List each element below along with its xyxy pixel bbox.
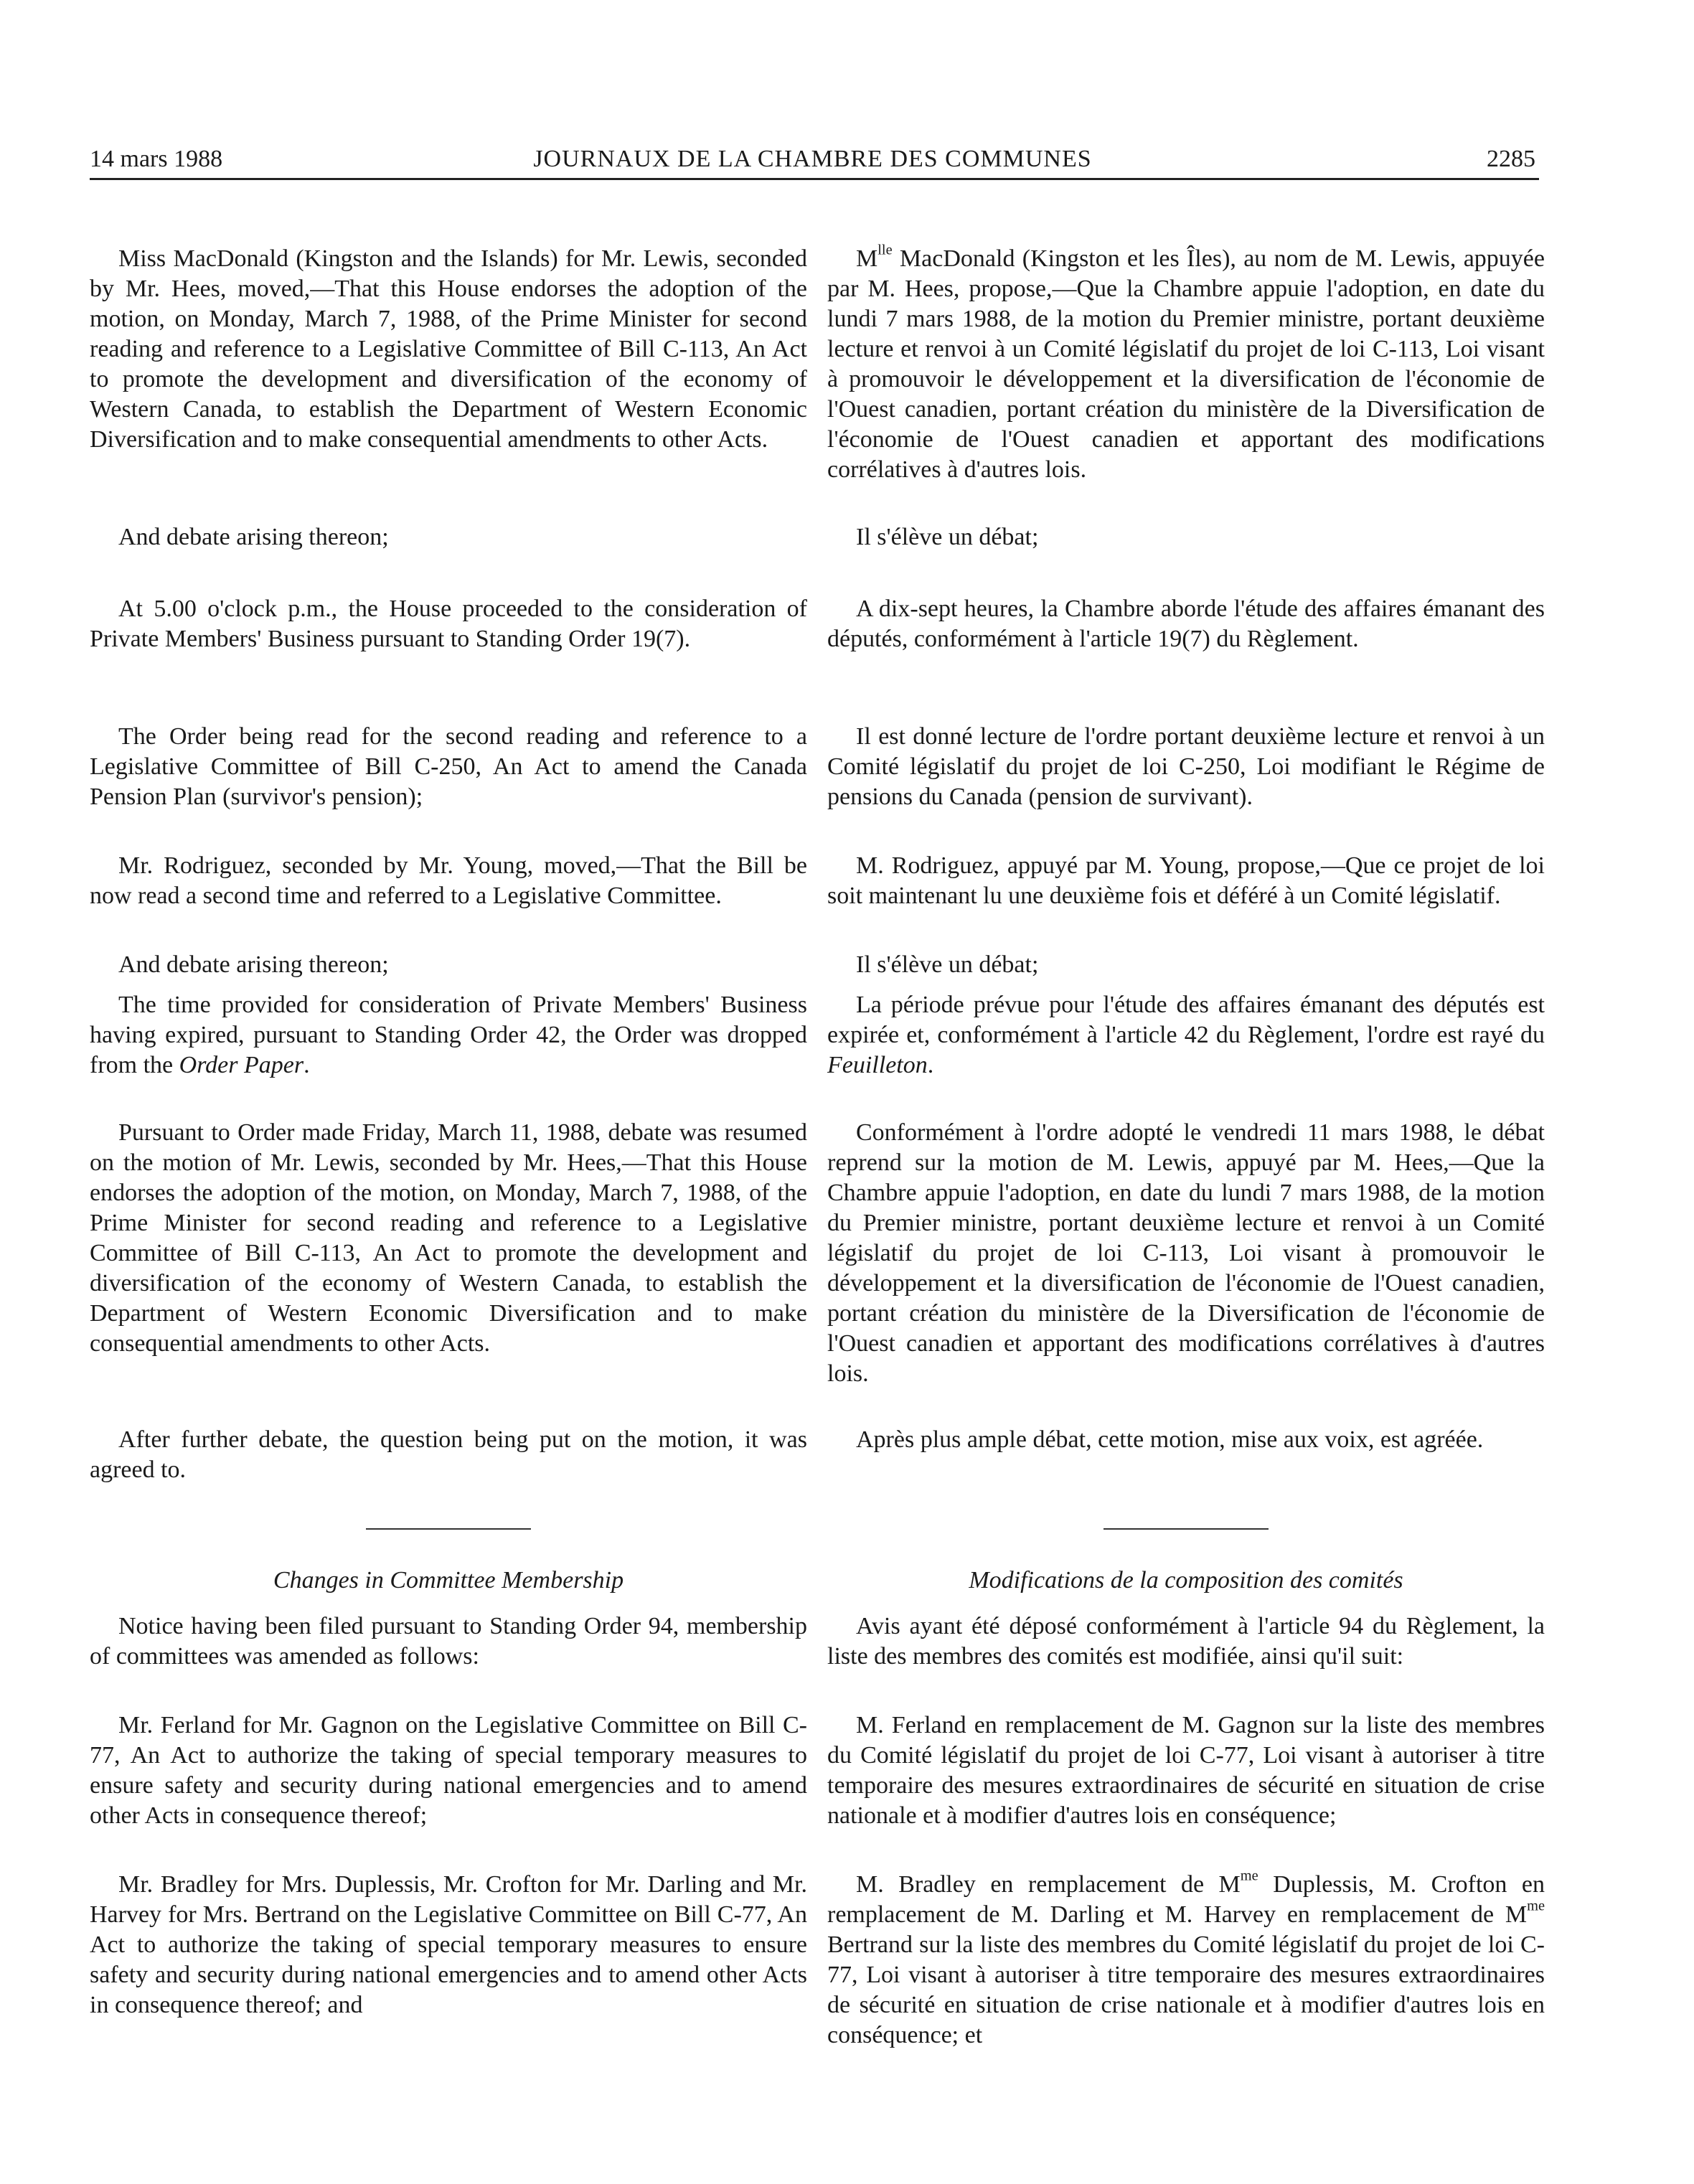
fr-paragraph-12 (827, 1870, 1545, 2051)
page-number: 2285 (1487, 146, 1535, 172)
en-paragraph-2: And debate arising thereon; (118, 524, 389, 550)
fr-paragraph-4: Il est donné lecture de l'ordre portant deuxième lecture et renvoi à un Comité législatif du projet de loi C-250, Loi modifiant le Régime de pensions du Canada (pension de survivant). (827, 723, 1545, 810)
fr-paragraph-3: A dix-sept heures, la Chambre aborde l'étude des affaires émanant des députés, conformément à l'article 19(7) du Règlement. (827, 596, 1545, 652)
fr-p12-text-b: Duplessis, M. Crofton en remplacement de M. Darling et M. Harvey en remplacement de M (827, 1871, 1545, 1928)
fr-paragraph-5: M. Rodriguez, appuyé par M. Young, propose,—Que ce projet de loi soit maintenant lu une deuxième fois et déféré à un Comité législatif. (827, 852, 1545, 909)
fr-separator (1104, 1528, 1269, 1530)
fr-paragraph-9: Après plus ample débat, cette motion, mise aux voix, est agréée. (856, 1426, 1484, 1453)
fr-p1-text: MacDonald (Kingston et les Îles), au nom de M. Lewis, appuyée par M. Hees, propose,—Que la Chambre appuie l'adoption, en date du lundi 7 mars 1988, de la motion du Premier ministre, portant deuxième lecture et renvoi à un Comité législatif du projet de loi C-113, Loi visant à promouvoir le développement et la diversification de l'économie de l'Ouest canadien, portant création du ministère de la Diversification de l'économie de l'Ouest canadien et apportant des modifications corrélatives à d'autres lois. (827, 245, 1545, 483)
en-separator (366, 1528, 531, 1530)
en-section-heading: Changes in Committee Membership (273, 1567, 624, 1594)
fr-paragraph-11: M. Ferland en remplacement de M. Gagnon sur la liste des membres du Comité législatif du projet de loi C-77, Loi visant à autoriser à titre temporaire des mesures extraordinaires de sécurité en situation de crise nationale et à modifier d'autres lois en conséquence; (827, 1712, 1545, 1829)
fr-paragraph-1 (827, 244, 1545, 485)
fr-paragraph-7 (827, 990, 1545, 1081)
fr-paragraph-8: Conformément à l'ordre adopté le vendredi 11 mars 1988, le débat reprend sur la motion de M. Lewis, appuyé par M. Hees,—Que la Chambre appuie l'adoption, en date du lundi 7 mars 1988, de la motion du Premier ministre, portant deuxième lecture et renvoi à un Comité législatif du projet de loi C-113, Loi visant à promouvoir le développement et la diversification de l'économie de l'Ouest canadien, portant création du ministère de la Diversification de l'économie de l'Ouest canadien et apportant des modifications corrélatives à d'autres lois. (827, 1119, 1545, 1387)
fr-p12-text-a: M. Bradley en remplacement de M (856, 1871, 1241, 1898)
en-paragraph-1: Miss MacDonald (Kingston and the Islands) for Mr. Lewis, seconded by Mr. Hees, moved,—That this House endorses the adoption of the motion, on Monday, March 7, 1988, of the Prime Minister for second reading and reference to a Legislative Committee of Bill C-113, An Act to promote the development and diversification of the economy of Western Canada, to establish the Department of Western Economic Diversification and to make consequential amendments to other Acts. (90, 245, 807, 453)
en-p7-italic: Order Paper (179, 1052, 304, 1078)
fr-p7-text: La période prévue pour l'étude des affaires émanant des députés est expirée et, conformément à l'article 42 du Règlement, l'ordre est rayé du (827, 992, 1545, 1048)
en-p7-end: . (303, 1052, 310, 1078)
fr-section-heading: Modifications de la composition des comités (969, 1567, 1403, 1594)
fr-paragraph-6: Il s'élève un débat; (856, 951, 1039, 978)
header-date: 14 mars 1988 (90, 146, 223, 172)
header-title: JOURNAUX DE LA CHAMBRE DES COMMUNES (533, 146, 1092, 172)
header-rule (90, 178, 1539, 180)
fr-paragraph-2: Il s'élève un débat; (856, 524, 1039, 550)
en-paragraph-6: And debate arising thereon; (118, 951, 389, 978)
en-p7-text: The time provided for consideration of Private Members' Business having expired, pursuant to Standing Order 42, the Order was dropped from the (90, 992, 807, 1078)
fr-p7-italic: Feuilleton (827, 1052, 928, 1078)
fr-p7-end: . (927, 1052, 934, 1078)
fr-p12-text-c: Bertrand sur la liste des membres du Comité législatif du projet de loi C-77, Loi visant à autoriser à titre temporaire des mesures extraordinaires de sécurité en situation de crise nationale et à modifier d'autres lois en conséquence; et (827, 1931, 1545, 2048)
en-paragraph-4: The Order being read for the second reading and reference to a Legislative Committee of Bill C-250, An Act to amend the Canada Pension Plan (survivor's pension); (90, 723, 807, 810)
en-paragraph-7 (90, 990, 807, 1081)
fr-p12-superscript-1: me (1240, 1868, 1258, 1884)
fr-p1-prefix: M (856, 245, 878, 272)
en-paragraph-11: Mr. Ferland for Mr. Gagnon on the Legislative Committee on Bill C-77, An Act to authorize the taking of special temporary measures to ensure safety and security during national emergencies and to amend other Acts in consequence thereof; (90, 1712, 807, 1829)
en-paragraph-5: Mr. Rodriguez, seconded by Mr. Young, moved,—That the Bill be now read a second time and referred to a Legislative Committee. (90, 852, 807, 909)
en-paragraph-3: At 5.00 o'clock p.m., the House proceeded to the consideration of Private Members' Business pursuant to Standing Order 19(7). (90, 596, 807, 652)
en-paragraph-8: Pursuant to Order made Friday, March 11, 1988, debate was resumed on the motion of Mr. Lewis, seconded by Mr. Hees,—That this House endorses the adoption of the motion, on Monday, March 7, 1988, of the Prime Minister for second reading and reference to a Legislative Committee of Bill C-113, An Act to promote the development and diversification of the economy of Western Canada, to establish the Department of Western Economic Diversification and to make consequential amendments to other Acts. (90, 1119, 807, 1357)
fr-paragraph-10: Avis ayant été déposé conformément à l'article 94 du Règlement, la liste des membres des comités est modifiée, ainsi qu'il suit: (827, 1613, 1545, 1670)
en-paragraph-10: Notice having been filed pursuant to Standing Order 94, membership of committees was amended as follows: (90, 1613, 807, 1670)
fr-p12-superscript-2: me (1527, 1898, 1545, 1914)
en-paragraph-9: After further debate, the question being put on the motion, it was agreed to. (90, 1426, 807, 1483)
fr-p1-superscript: lle (877, 242, 893, 258)
en-paragraph-12: Mr. Bradley for Mrs. Duplessis, Mr. Crofton for Mr. Darling and Mr. Harvey for Mrs. Bertrand on the Legislative Committee on Bill C-77, An Act to authorize the taking of special temporary measures to ensure safety and security during national emergencies and to amend other Acts in consequence thereof; and (90, 1871, 807, 2018)
